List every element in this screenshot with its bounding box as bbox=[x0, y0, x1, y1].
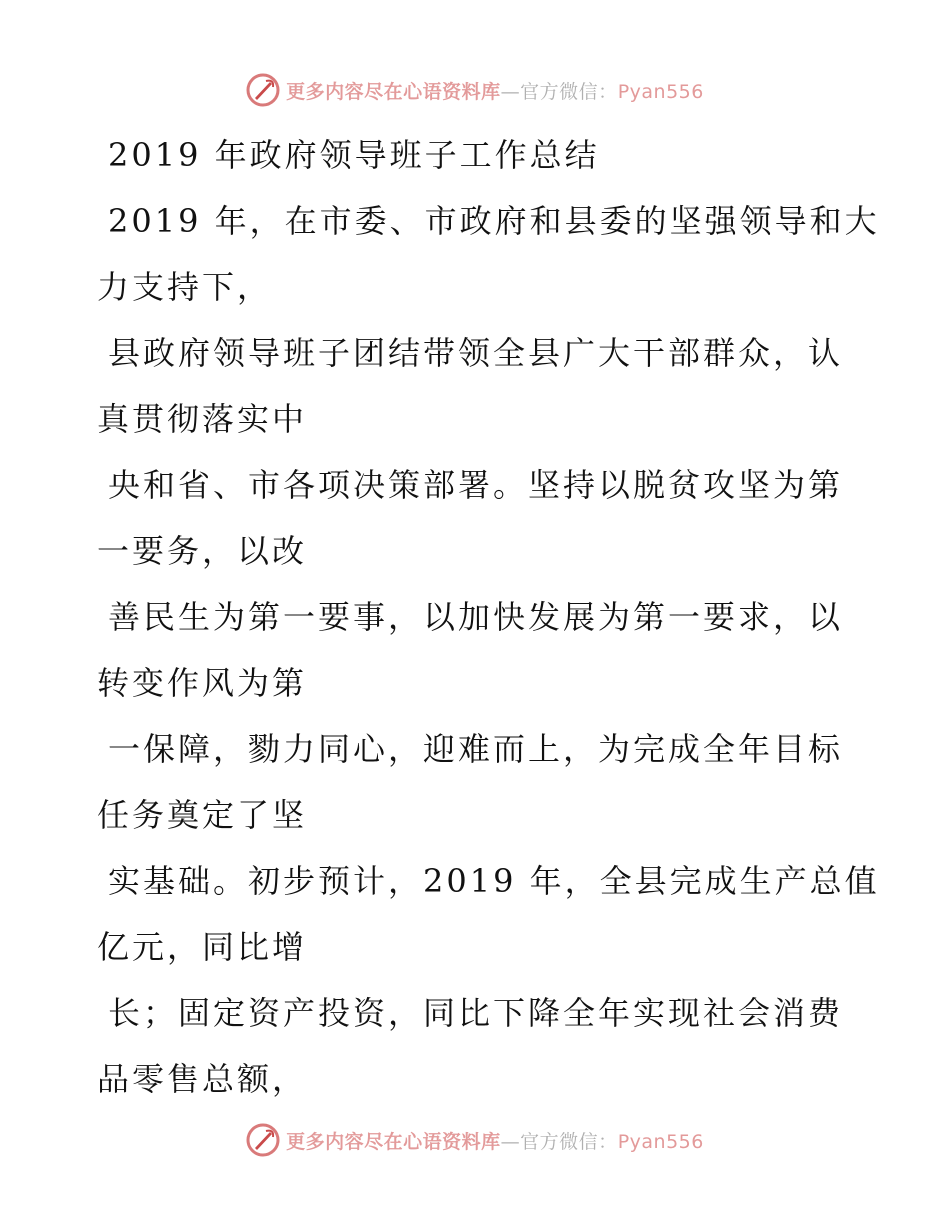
quill-logo-icon bbox=[246, 1123, 280, 1157]
paragraph-line: 转变作风为第 bbox=[97, 664, 308, 702]
paragraph-line: 2019 年，在市委、市政府和县委的坚强领导和大 bbox=[108, 202, 880, 240]
header-watermark bbox=[0, 72, 950, 108]
watermark-text bbox=[286, 77, 704, 104]
document-title: 2019 年政府领导班子工作总结 bbox=[108, 136, 600, 174]
watermark-handle: Pyan556 bbox=[617, 80, 704, 103]
paragraph-line: 品零售总额， bbox=[97, 1060, 308, 1098]
paragraph-line: 善民生为第一要事，以加快发展为第一要求，以 bbox=[108, 598, 844, 636]
watermark-brand: 更多内容尽在心语资料库 bbox=[286, 80, 501, 103]
document-body bbox=[97, 122, 880, 1112]
footer-watermark bbox=[0, 1122, 950, 1158]
paragraph-line: 县政府领导班子团结带领全县广大干部群众，认 bbox=[108, 334, 844, 372]
watermark-handle: Pyan556 bbox=[617, 1130, 704, 1153]
watermark-label: —官方微信： bbox=[500, 80, 618, 103]
paragraph-line: 央和省、市各项决策部署。坚持以脱贫攻坚为第 bbox=[108, 466, 844, 504]
paragraph-line: 亿元，同比增 bbox=[97, 928, 308, 966]
paragraph-line: 实基础。初步预计，2019 年，全县完成生产总值 bbox=[108, 862, 880, 900]
paragraph-line: 长；固定资产投资，同比下降全年实现社会消费 bbox=[108, 994, 844, 1032]
watermark-label: —官方微信： bbox=[500, 1130, 618, 1153]
paragraph-line: 任务奠定了坚 bbox=[97, 796, 308, 834]
watermark-brand: 更多内容尽在心语资料库 bbox=[286, 1130, 501, 1153]
quill-logo-icon bbox=[246, 73, 280, 107]
paragraph-line: 一要务，以改 bbox=[97, 532, 308, 570]
watermark-text bbox=[286, 1127, 704, 1154]
paragraph-line: 真贯彻落实中 bbox=[97, 400, 308, 438]
paragraph-line: 一保障，勠力同心，迎难而上，为完成全年目标 bbox=[108, 730, 844, 768]
paragraph-line: 力支持下， bbox=[97, 268, 273, 306]
